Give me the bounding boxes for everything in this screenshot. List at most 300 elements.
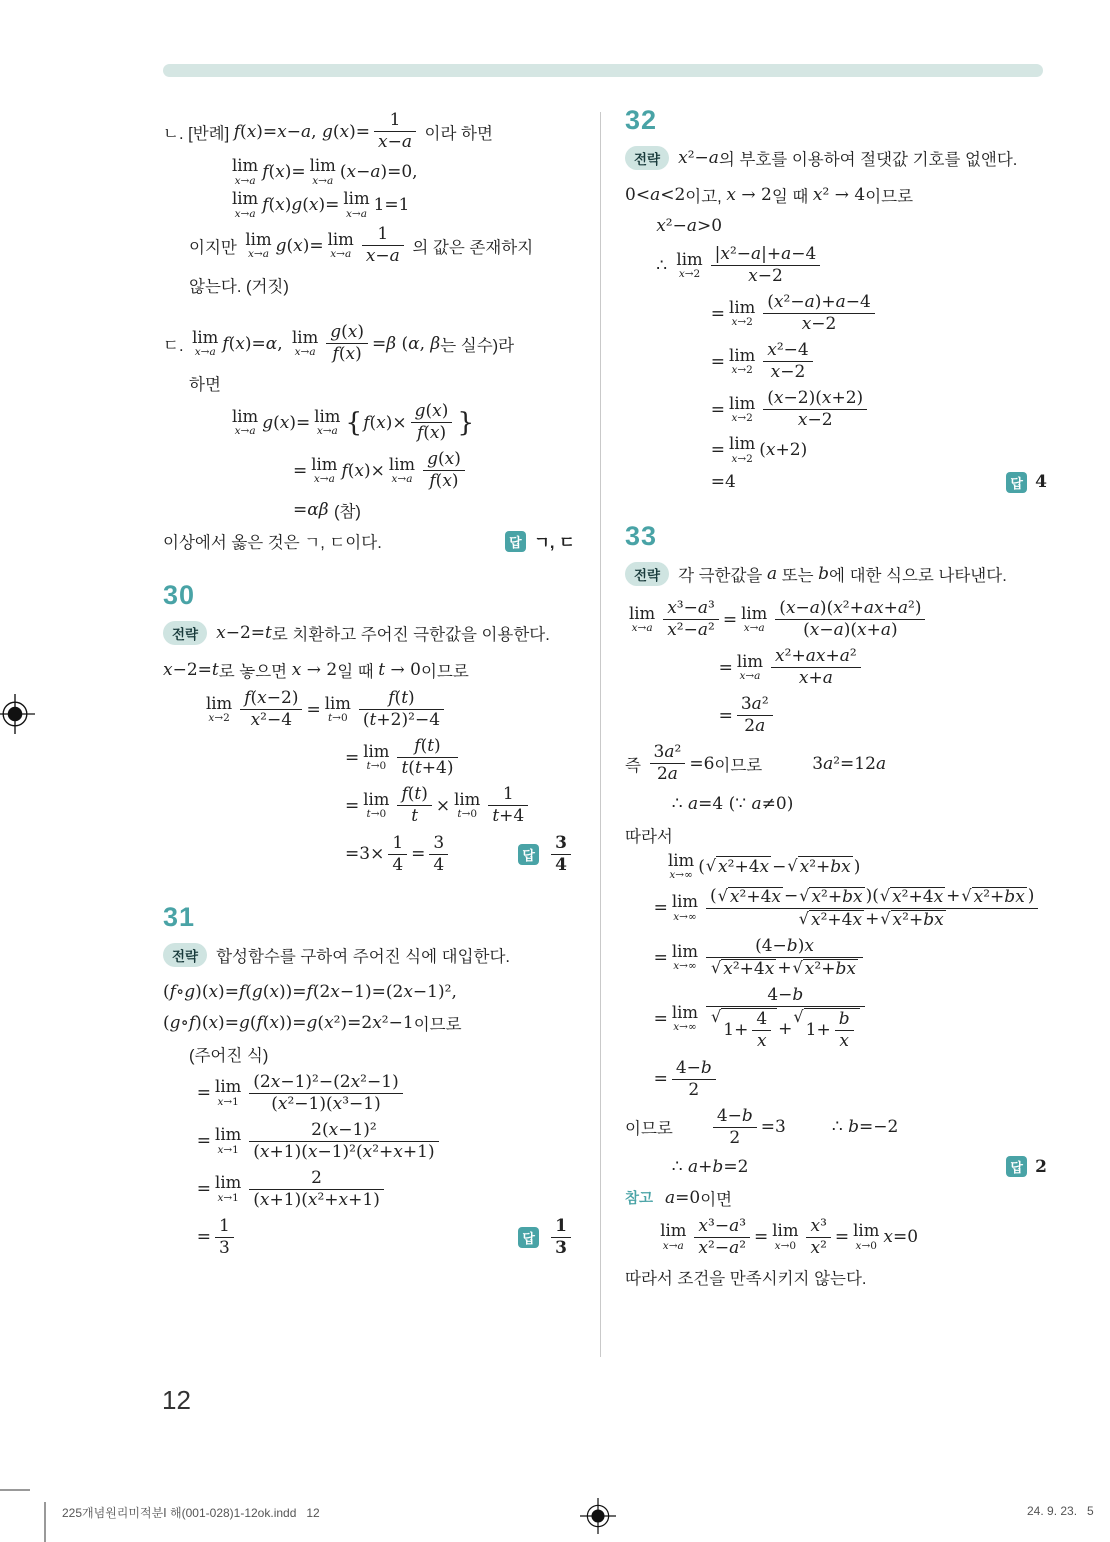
formula-line — [163, 158, 575, 186]
math-run: f(x)= — [262, 162, 306, 183]
fraction — [411, 401, 453, 444]
line-content — [625, 1265, 866, 1289]
limit: lim x→2 — [729, 297, 756, 329]
math-run: x²−a — [678, 148, 719, 168]
math-run: = — [653, 1069, 668, 1090]
formula-line — [163, 370, 575, 396]
answer — [508, 1216, 575, 1259]
math-run: f(x)× — [341, 460, 385, 481]
fraction — [835, 1009, 854, 1052]
formula-line — [625, 182, 1047, 208]
line-content — [189, 1042, 268, 1066]
line-content — [711, 388, 871, 431]
limit: lim x→1 — [215, 1173, 242, 1204]
math-run: 4 — [756, 1008, 768, 1029]
limit: lim x→a — [629, 603, 656, 635]
math-run: x²−a² — [698, 1237, 747, 1258]
line-content — [711, 436, 807, 464]
fraction — [672, 1058, 716, 1101]
answer — [495, 529, 575, 553]
math-run: x²+bx — [804, 958, 856, 979]
math-run: (x+1)(x²+x+1) — [253, 1189, 380, 1210]
answer-badge: 답 — [1006, 1156, 1027, 1177]
strategy-text — [678, 562, 1007, 586]
math-run: ∴ — [656, 255, 668, 276]
text-run: 의 값은 존재하지 — [407, 238, 534, 257]
limit: lim x→a — [314, 406, 341, 438]
line-content — [656, 216, 722, 236]
line-content — [625, 742, 886, 785]
math-run: (f∘g)(x)=f(g(x))=f(2x−1)=(2x−1)², — [163, 981, 457, 1002]
line-content — [293, 498, 361, 522]
math-run: x→a — [739, 670, 761, 683]
sqrt-radical — [718, 887, 783, 907]
math-run: ( — [698, 856, 705, 877]
strategy-text — [678, 146, 1017, 170]
formula-line — [163, 322, 575, 365]
text-run: 이면 — [700, 1190, 733, 1209]
line-content — [711, 472, 736, 492]
line-content — [656, 244, 824, 287]
limit: lim x→∞ — [671, 1002, 699, 1034]
limit: lim t→0 — [363, 789, 390, 821]
math-run: t→0 — [366, 808, 387, 821]
math-run: ( — [710, 886, 717, 906]
limit: lim x→2 — [676, 249, 703, 281]
math-run: 1=1 — [373, 195, 410, 216]
math-run: =3 — [760, 1117, 786, 1138]
math-run: x−2 — [748, 266, 783, 287]
line-content — [293, 449, 469, 492]
math-run: × — [435, 795, 451, 816]
limit: lim t→0 — [324, 693, 351, 725]
math-run: (4−b)x — [755, 935, 814, 956]
line-content — [345, 784, 532, 827]
solution-block — [625, 105, 1047, 495]
math-run: x→∞ — [673, 1021, 697, 1034]
math-run: (2x−1)²−(2x²−1) — [253, 1071, 399, 1092]
text-run: 일 때 — [337, 663, 379, 682]
math-run: x→a — [330, 248, 352, 261]
math-run: g(x) — [414, 401, 449, 422]
fraction — [711, 244, 821, 287]
left-column — [163, 105, 575, 1283]
math-run: =3× — [345, 844, 385, 865]
math-run: x²+bx — [799, 857, 851, 877]
math-run: x²+bx — [811, 886, 863, 907]
strategy-text — [216, 943, 510, 967]
limit: lim x→∞ — [671, 941, 699, 973]
answer-value — [547, 833, 575, 876]
math-run: = — [754, 1227, 769, 1248]
math-run: 2 — [311, 1167, 322, 1188]
line-content — [345, 833, 452, 876]
limit: lim x→a — [660, 1221, 687, 1252]
right-column — [625, 105, 1047, 1314]
formula-line — [163, 688, 575, 731]
math-run: x−2 — [770, 362, 806, 383]
text-run: 는 실수)라 — [440, 336, 515, 355]
answer-badge: 답 — [505, 531, 526, 552]
math-run: x²+4x — [729, 886, 781, 907]
math-run: 3a²=12a — [812, 753, 887, 774]
sqrt-radical — [799, 887, 864, 907]
line-content — [711, 340, 817, 383]
math-run: f(x) — [429, 471, 459, 492]
fraction — [663, 598, 719, 641]
limit: lim x→a — [741, 603, 768, 635]
line-content — [654, 985, 869, 1053]
formula-line — [625, 936, 1047, 980]
math-run: = — [196, 1131, 212, 1152]
limit: lim t→0 — [454, 789, 481, 821]
line-content — [197, 1216, 238, 1259]
limit: lim x→a — [311, 454, 338, 486]
line-content — [664, 850, 861, 881]
math-run: = — [653, 947, 668, 968]
math-run: x→a — [743, 622, 765, 635]
text-run: 이므로 — [714, 756, 763, 775]
math-run: = — [411, 844, 426, 865]
big-brace: { — [345, 407, 363, 439]
text-run: 하면 — [189, 376, 221, 395]
strategy-line — [163, 943, 575, 967]
fraction — [806, 1216, 830, 1259]
formula-line — [625, 985, 1047, 1053]
math-run: f(x)=α, — [222, 333, 283, 354]
math-run: ∴ a+b=2 — [671, 1156, 749, 1177]
radical-icon: √ — [717, 885, 728, 905]
formula-line — [625, 1264, 1047, 1290]
limit: lim x→a — [192, 327, 219, 359]
math-run: x=0 — [883, 1227, 919, 1248]
math-run: x→2 — [731, 364, 753, 377]
text-run: 따라서 조건을 만족시키지 않는다. — [625, 1269, 867, 1288]
math-run: x²+4x — [723, 958, 775, 979]
math-run: 4 — [392, 854, 404, 875]
math-run: x²+4x — [810, 909, 863, 930]
line-content — [228, 158, 418, 186]
text-run: 에 대한 식으로 나타낸다. — [829, 567, 1007, 586]
line-content — [654, 936, 867, 980]
math-run: + — [946, 886, 961, 906]
math-run: (x²−a)+a−4 — [767, 292, 871, 313]
formula-line — [625, 886, 1047, 931]
math-run: x−2=t — [163, 660, 219, 681]
math-run: 4 — [555, 854, 567, 875]
math-run: b — [818, 564, 830, 585]
strategy-line — [625, 562, 1047, 586]
math-run: + — [778, 1019, 793, 1040]
formula-line — [625, 292, 1047, 335]
formula-line — [625, 646, 1047, 689]
fraction — [215, 1216, 234, 1259]
answer-value — [534, 529, 575, 553]
fraction — [763, 292, 875, 335]
formula-line — [625, 822, 1047, 848]
math-run: ) — [1027, 886, 1035, 906]
text-run: 로 놓으면 — [218, 663, 292, 682]
limit: lim x→∞ — [671, 892, 699, 923]
math-run: x→2 — [731, 452, 753, 465]
formula-line — [163, 1072, 575, 1115]
problem-number: 33 — [625, 521, 658, 552]
line-content — [163, 110, 493, 153]
text-run: 이므로 — [865, 188, 914, 206]
math-run: t → 0 — [378, 660, 421, 681]
math-run: = — [653, 898, 668, 919]
math-run: x→2 — [731, 316, 753, 329]
radical-icon: √ — [880, 908, 891, 928]
limit: lim x→a — [309, 156, 336, 187]
math-run: 0<a<2 — [625, 185, 686, 205]
line-content — [197, 1120, 443, 1163]
math-run: (x+1)(x−1)²(x²+x+1) — [253, 1141, 435, 1162]
answer-badge: 답 — [1006, 472, 1027, 493]
math-run: x³−a³ — [698, 1215, 747, 1236]
math-run: 1 — [389, 110, 401, 130]
spacer — [762, 763, 812, 764]
radical-icon: √ — [879, 885, 891, 905]
math-run: x−2 — [801, 314, 837, 335]
math-run: (x−a)=0, — [339, 162, 418, 183]
line-content — [163, 322, 514, 365]
radical-icon: √ — [799, 885, 810, 905]
math-run: 1 — [392, 832, 404, 853]
math-run: = — [196, 1227, 212, 1248]
math-run: x²−4 — [767, 340, 809, 361]
text-run: 의 부호를 이용하여 절댓값 기호를 없앤다. — [718, 151, 1018, 169]
math-run: 2 — [688, 1079, 700, 1100]
math-run: ∴ a=4 (∵ a≠0) — [671, 793, 794, 814]
math-run: 3 — [219, 1237, 230, 1258]
math-run: x — [756, 1030, 767, 1051]
answer — [996, 472, 1047, 493]
math-run: = — [306, 699, 321, 720]
formula-line — [625, 1216, 1047, 1259]
strategy-badge: 전략 — [625, 146, 669, 170]
math-run: 3 — [433, 832, 445, 853]
math-run: =αβ — [293, 500, 329, 521]
sqrt-radical — [711, 959, 776, 979]
text-run: 이므로 — [420, 663, 469, 682]
formula-line — [625, 469, 1047, 495]
fraction — [429, 833, 448, 876]
line-content — [625, 823, 673, 847]
line-content — [197, 1072, 407, 1115]
text-run: 이고, — [685, 188, 727, 206]
math-run: a=0 — [665, 1187, 701, 1208]
math-run: = — [196, 1083, 212, 1104]
page-number: 12 — [162, 1385, 191, 1415]
math-run: x→a — [631, 622, 653, 635]
math-run: x→∞ — [673, 910, 697, 923]
fraction — [374, 110, 416, 153]
fraction — [763, 388, 867, 431]
formula-line — [163, 528, 575, 554]
formula-line — [163, 1041, 575, 1067]
math-run: (g∘f)(x)=g(f(x))=g(x²)=2x²−1 — [163, 1012, 414, 1033]
math-run: x−a — [377, 132, 412, 153]
answer — [996, 1156, 1047, 1177]
formula-line — [625, 598, 1047, 641]
math-run: 3 — [555, 1237, 567, 1258]
fraction — [249, 1072, 402, 1115]
math-run: = — [196, 1179, 212, 1200]
fraction — [771, 646, 861, 689]
math-run: x→∞ — [669, 869, 693, 881]
answer-badge: 답 — [518, 844, 539, 865]
math-run: x→a — [313, 473, 335, 486]
math-run: x — [839, 1030, 849, 1051]
math-run: x²+ax+a² — [775, 646, 857, 667]
limit: lim x→2 — [206, 693, 233, 725]
line-content — [656, 1216, 918, 1259]
math-run: 4−b — [675, 1057, 712, 1078]
math-run: x→1 — [217, 1191, 239, 1204]
formula-line — [625, 742, 1047, 785]
math-run: ) — [853, 856, 861, 877]
formula-line — [163, 979, 575, 1005]
line-content — [625, 1106, 898, 1149]
math-run: 1 — [555, 1215, 567, 1236]
formula-line — [625, 436, 1047, 464]
fraction — [359, 688, 444, 731]
math-run: g(x)= — [275, 235, 324, 256]
fraction — [752, 1009, 771, 1052]
math-run: f(x) — [416, 423, 447, 444]
math-run: 3a² — [653, 742, 682, 763]
math-run: x→a — [345, 207, 367, 220]
math-run: x²+bx — [892, 909, 944, 930]
math-run: f(t) — [401, 784, 428, 805]
line-content — [719, 694, 777, 737]
fraction — [650, 742, 686, 785]
formula-line — [163, 784, 575, 827]
fraction — [326, 322, 368, 365]
math-run: x²+4x — [718, 857, 770, 877]
fraction — [388, 833, 407, 876]
limit: lim x→a — [736, 651, 764, 683]
radical-icon: √ — [711, 957, 722, 977]
math-run: (x+2) — [759, 440, 808, 461]
line-content — [719, 646, 865, 689]
line-content — [654, 886, 1043, 931]
math-run: f(x)× — [363, 412, 407, 433]
solution-block — [163, 110, 575, 298]
radical-icon: √ — [711, 1006, 722, 1026]
text-run: 이상에서 옳은 것은 ㄱ, ㄷ이다. — [163, 534, 382, 553]
math-run: x→1 — [217, 1143, 239, 1156]
answer-value — [1035, 1157, 1047, 1177]
top-accent-bar — [163, 64, 1043, 77]
formula-line — [625, 1058, 1047, 1101]
math-run: t→0 — [366, 760, 387, 773]
strategy-line — [163, 621, 575, 645]
formula-line — [163, 1216, 575, 1259]
math-run: f(x−2) — [244, 688, 299, 709]
limit: lim x→a — [232, 406, 259, 438]
formula-line — [625, 1106, 1047, 1149]
math-run: 3 — [555, 832, 567, 853]
limit: lim x→a — [245, 229, 272, 261]
math-run: x→∞ — [673, 960, 697, 973]
math-run: x→a — [248, 248, 269, 261]
fraction — [240, 688, 302, 731]
math-run: x→1 — [217, 1095, 239, 1108]
math-run: x→a — [662, 1239, 684, 1252]
text-run: 즉 — [625, 756, 646, 775]
formula-line — [163, 224, 575, 267]
math-run: 4 — [433, 854, 445, 875]
math-run: 2 — [1035, 1156, 1047, 1177]
math-run: x → 2 — [726, 185, 772, 205]
limit: lim x→a — [388, 454, 416, 486]
formula-line — [625, 340, 1047, 383]
math-run: x→a — [391, 473, 413, 486]
formula-line — [625, 213, 1047, 239]
limit: lim t→0 — [363, 741, 390, 773]
math-run: x²+bx — [973, 886, 1025, 907]
footer-filename: 225개념원리미적분Ⅰ 해(001-028)1-12ok.indd 12 — [62, 1506, 320, 1520]
line-content — [711, 292, 879, 335]
formula-line — [163, 1120, 575, 1163]
math-run: ∴ b=−2 — [831, 1117, 899, 1138]
math-run: x−2 — [797, 410, 833, 431]
fraction — [694, 1216, 750, 1259]
math-run: x → 2 — [291, 660, 338, 681]
strategy-text — [216, 621, 550, 645]
math-run: f(t) — [414, 736, 441, 757]
math-run: (x−2)(x+2) — [767, 388, 864, 409]
limit: lim x→a — [327, 229, 354, 261]
math-run: = — [718, 657, 733, 678]
line-content — [665, 1186, 732, 1210]
formula-line — [163, 110, 575, 153]
note-label: 참고 — [625, 1191, 654, 1208]
text-run: 이지만 — [189, 238, 242, 257]
limit: lim x→2 — [729, 434, 756, 465]
line-content — [625, 183, 913, 207]
text-run: 않는다. (거짓) — [189, 278, 289, 297]
line-content — [654, 1058, 720, 1101]
solution-block — [163, 322, 575, 554]
problem-number: 32 — [625, 105, 658, 135]
math-run: 3a² — [740, 694, 769, 715]
text-run: (참) — [333, 503, 361, 522]
line-content — [228, 191, 410, 219]
math-run: =β (α, β — [372, 333, 441, 354]
math-run: = — [653, 1008, 668, 1029]
crop-mark — [0, 1489, 30, 1491]
answer-value — [547, 1216, 575, 1259]
formula-line — [625, 850, 1047, 881]
fraction — [249, 1168, 384, 1211]
fraction — [713, 1106, 757, 1149]
formula-line — [163, 657, 575, 683]
text-run: ㄴ. [반례] — [163, 124, 234, 143]
math-run: = — [710, 351, 726, 372]
math-run: x³ — [810, 1215, 827, 1236]
line-content — [202, 688, 448, 731]
formula-line — [163, 1168, 575, 1211]
math-run: x² → 4 — [812, 185, 866, 205]
fraction — [706, 985, 865, 1053]
math-run: = — [293, 460, 308, 481]
line-content — [197, 1168, 388, 1211]
limit: lim x→∞ — [668, 850, 695, 881]
line-content — [189, 371, 221, 395]
